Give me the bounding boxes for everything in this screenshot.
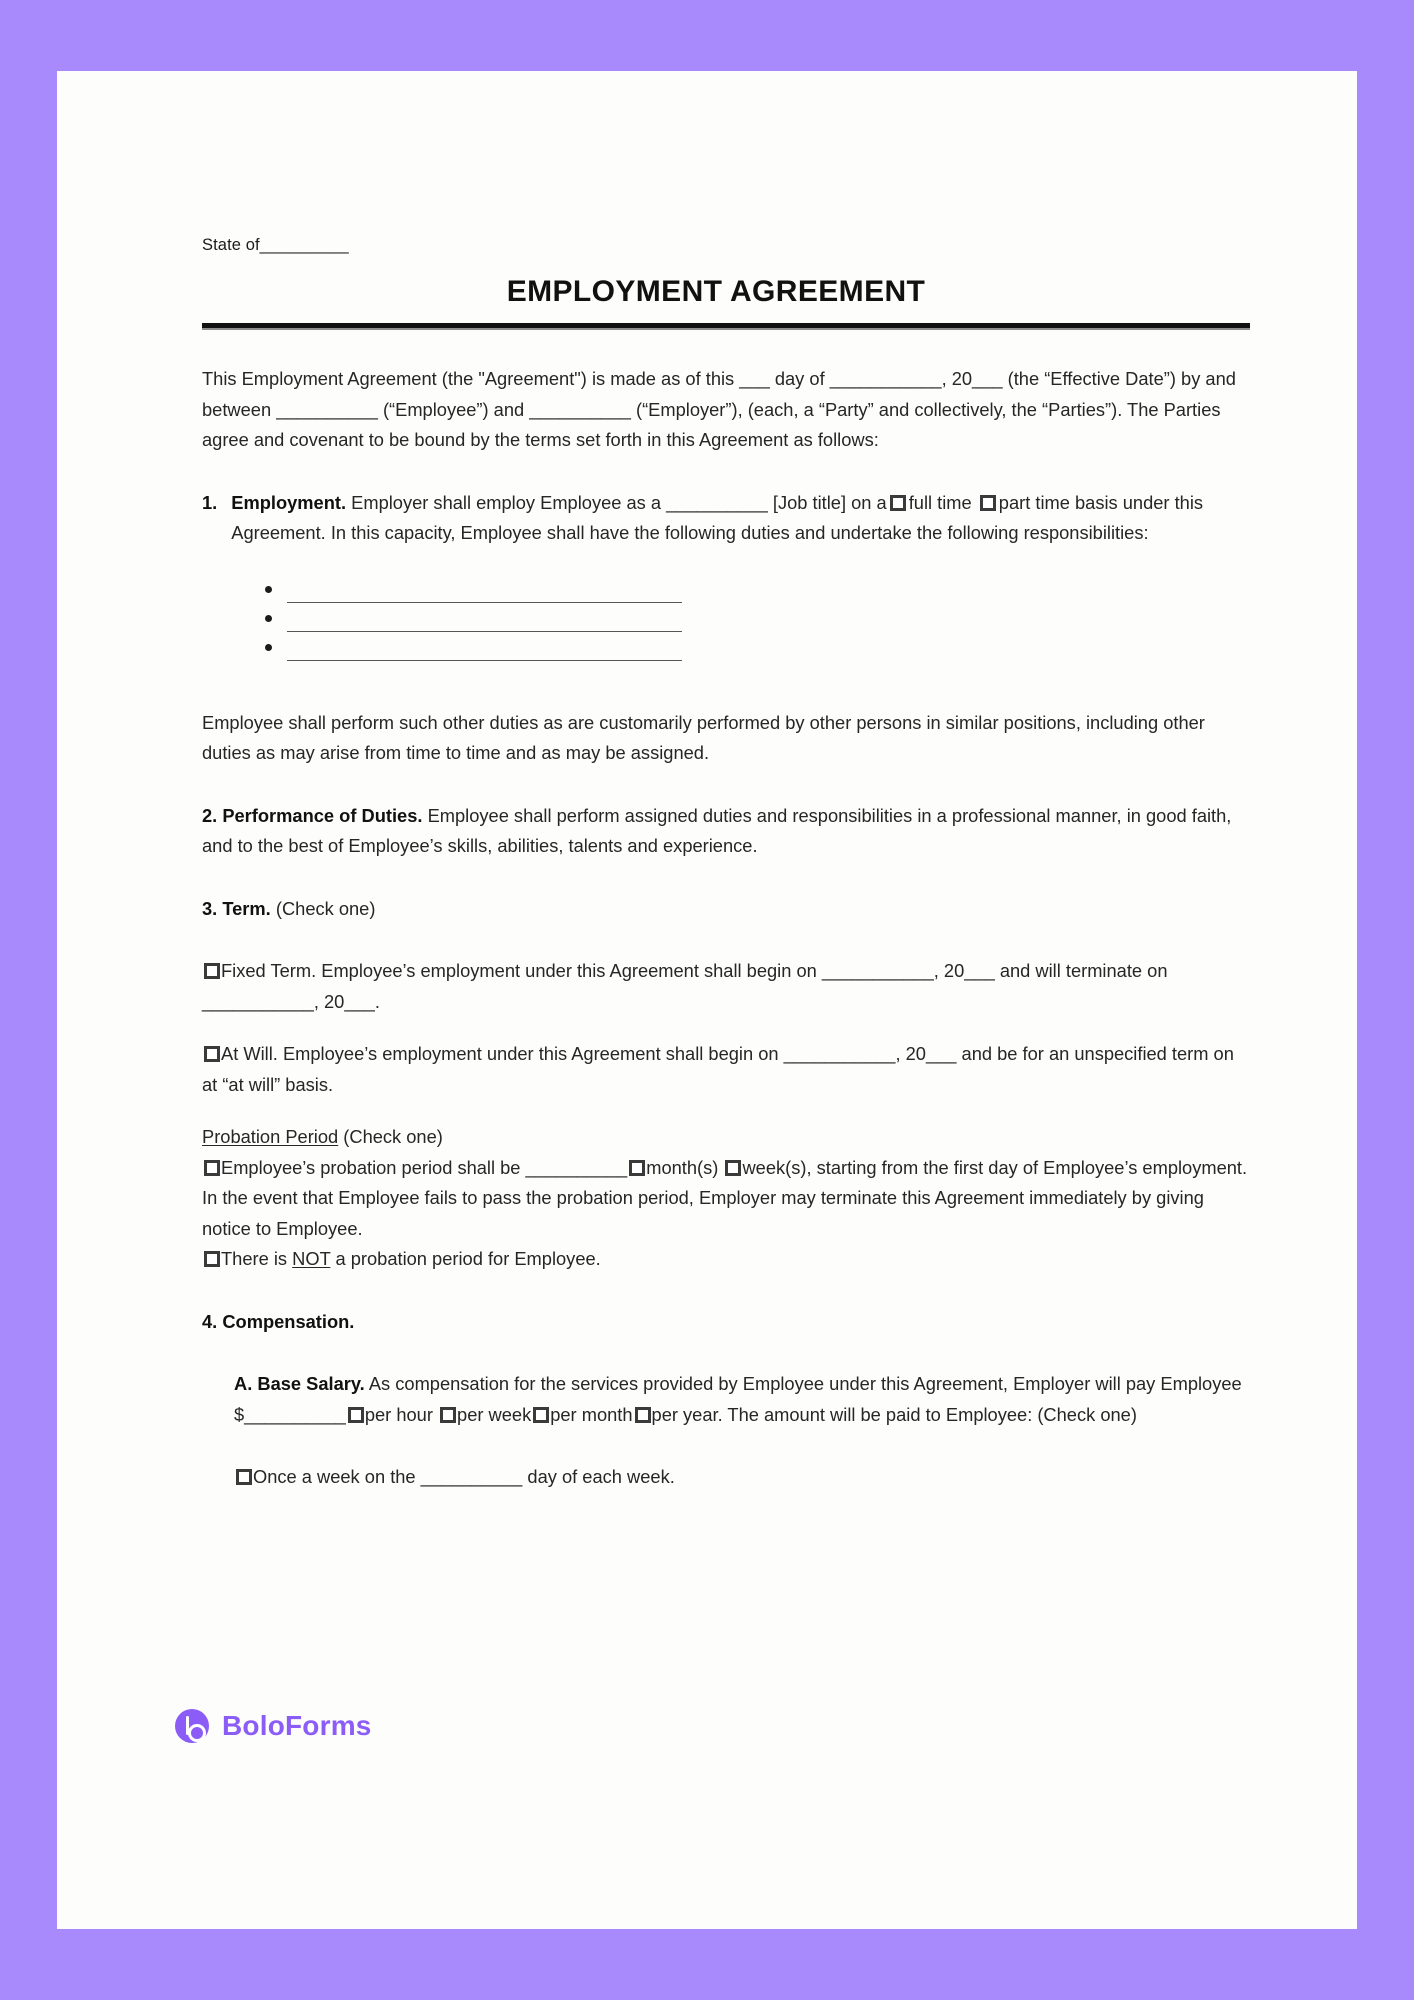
probation-option-1-row: [202, 1153, 1252, 1245]
document-page: [57, 71, 1357, 1929]
clause-2-text: Employee shall perform assigned duties and responsibilities in a professional manner, in good faith, and to the best of Employee’s skills, abilities, talents and experience.: [202, 804, 1232, 856]
clause-1-text-a: Employer shall employ Employee as a __________ [Job title] on a: [351, 491, 887, 513]
document-body: [202, 236, 1252, 1493]
checkbox-per-hour[interactable]: [348, 1407, 364, 1423]
probation-period-heading-row: [202, 1122, 1252, 1153]
clause-3-check-one: (Check one): [275, 897, 376, 919]
probation-option-2-row: [202, 1244, 1252, 1275]
checkbox-per-week[interactable]: [440, 1407, 456, 1423]
checkbox-part-time[interactable]: [980, 495, 996, 511]
probation-check-one: (Check one): [343, 1126, 443, 1147]
checkbox-full-time[interactable]: [890, 495, 906, 511]
state-of-label: State of: [202, 236, 260, 254]
state-of-blank: __________: [259, 236, 349, 254]
duty-blank-line[interactable]: [287, 660, 682, 661]
page-title: EMPLOYMENT AGREEMENT: [506, 275, 926, 308]
clause-3-fixed-term-row: [202, 956, 1252, 1017]
clause-4-compensation-heading: [202, 1307, 1252, 1338]
duty-bullet-item: [231, 635, 1252, 664]
boloforms-wordmark: BoloForms: [222, 1710, 372, 1741]
clause-1-employment: [202, 488, 1252, 664]
other-duties-paragraph: Employee shall perform such other duties as are customarily performed by other persons in similar positions, including other duties as may arise from time to time and as may be assigned.: [202, 711, 1205, 763]
clause-4a-once-a-week-row: [234, 1462, 1252, 1493]
checkbox-probation-weeks[interactable]: [725, 1160, 741, 1176]
duties-bullet-list: [231, 577, 1252, 664]
probation-option-2-text-b: a probation period for Employee.: [335, 1248, 601, 1269]
checkbox-at-will[interactable]: [204, 1046, 220, 1062]
clause-3-at-will-row: [202, 1039, 1252, 1100]
checkbox-probation-months[interactable]: [629, 1160, 645, 1176]
title-divider: [202, 323, 1250, 330]
clause-1-number: 1.: [202, 491, 218, 513]
clause-2-heading: 2. Performance of Duties.: [202, 804, 423, 826]
clause-4a-base-salary: [234, 1369, 1252, 1493]
label-per-month: per month: [550, 1403, 633, 1425]
probation-period-heading: Probation Period: [202, 1126, 339, 1147]
probation-weeks-label: week(s), starting from the first day of Employee’s employment. In the event that Employee fails to pass the probation period, Employer may terminate this Agreement immediately by giving notice to Employee.: [202, 1156, 1248, 1239]
label-per-year: per year. The amount will be paid to Employee: (Check one): [651, 1403, 1137, 1425]
clause-4a-label: A. Base Salary.: [234, 1373, 365, 1394]
label-per-week: per week: [457, 1403, 532, 1425]
label-per-hour: per hour: [364, 1403, 433, 1425]
duty-blank-line[interactable]: [287, 602, 682, 603]
duty-bullet-item: [231, 577, 1252, 606]
clause-4a-text-a: As compensation for the services provided by Employee under this Agreement, Employer will pay Employee $__________: [234, 1373, 1242, 1425]
label-once-a-week: Once a week on the __________ day of each week.: [253, 1466, 675, 1487]
boloforms-mark-icon: [175, 1709, 209, 1743]
clause-1-text: [231, 488, 1252, 549]
preamble-paragraph: This Employment Agreement (the "Agreement") is made as of this ___ day of ___________, 20___ (the “Effective Date”) by and between __________ (“Employee”) and __________ (“Employer”), (each, a “Party” and collectively, the “Parties”). The Parties agree and covenant to be bound by the terms set forth in this Agreement as follows:: [202, 368, 1236, 450]
clause-3-heading: 3. Term.: [202, 897, 271, 919]
label-at-will: At Will.: [221, 1043, 278, 1064]
state-of-line: [202, 236, 1252, 255]
clause-4a-row: [234, 1369, 1252, 1430]
boloforms-logo: [175, 1709, 372, 1743]
label-fixed-term: Fixed Term.: [221, 960, 317, 981]
probation-option-2-text-a: There is: [221, 1248, 288, 1269]
checkbox-probation-no[interactable]: [204, 1251, 220, 1267]
text-fixed-term: Employee’s employment under this Agreement shall begin on ___________, 20___ and will terminate on ___________, 20___.: [202, 960, 1168, 1012]
probation-option-2-not: NOT: [292, 1248, 331, 1269]
duty-bullet-item: [231, 606, 1252, 635]
probation-option-1-text-a: Employee’s probation period shall be __________: [221, 1156, 628, 1178]
clause-1-heading: Employment.: [231, 491, 347, 513]
clause-3-term-heading-row: [202, 894, 1252, 925]
checkbox-once-a-week[interactable]: [236, 1469, 252, 1485]
checkbox-per-year[interactable]: [635, 1407, 651, 1423]
text-at-will: Employee’s employment under this Agreement shall begin on ___________, 20___ and be for an unspecified term on at “at will” basis.: [202, 1043, 1234, 1095]
probation-months-label: month(s): [646, 1156, 719, 1178]
checkbox-fixed-term[interactable]: [204, 963, 220, 979]
clause-2-performance-of-duties: [202, 801, 1252, 862]
checkbox-per-month[interactable]: [533, 1407, 549, 1423]
checkbox-probation-yes[interactable]: [204, 1160, 220, 1176]
duty-blank-line[interactable]: [287, 631, 682, 632]
label-part-time: part time basis under this Agreement. In this capacity, Employee shall have the following duties and undertake the following responsibilities:: [231, 491, 1204, 543]
clause-4-heading: 4. Compensation.: [202, 1310, 355, 1332]
label-full-time: full time: [908, 491, 972, 513]
